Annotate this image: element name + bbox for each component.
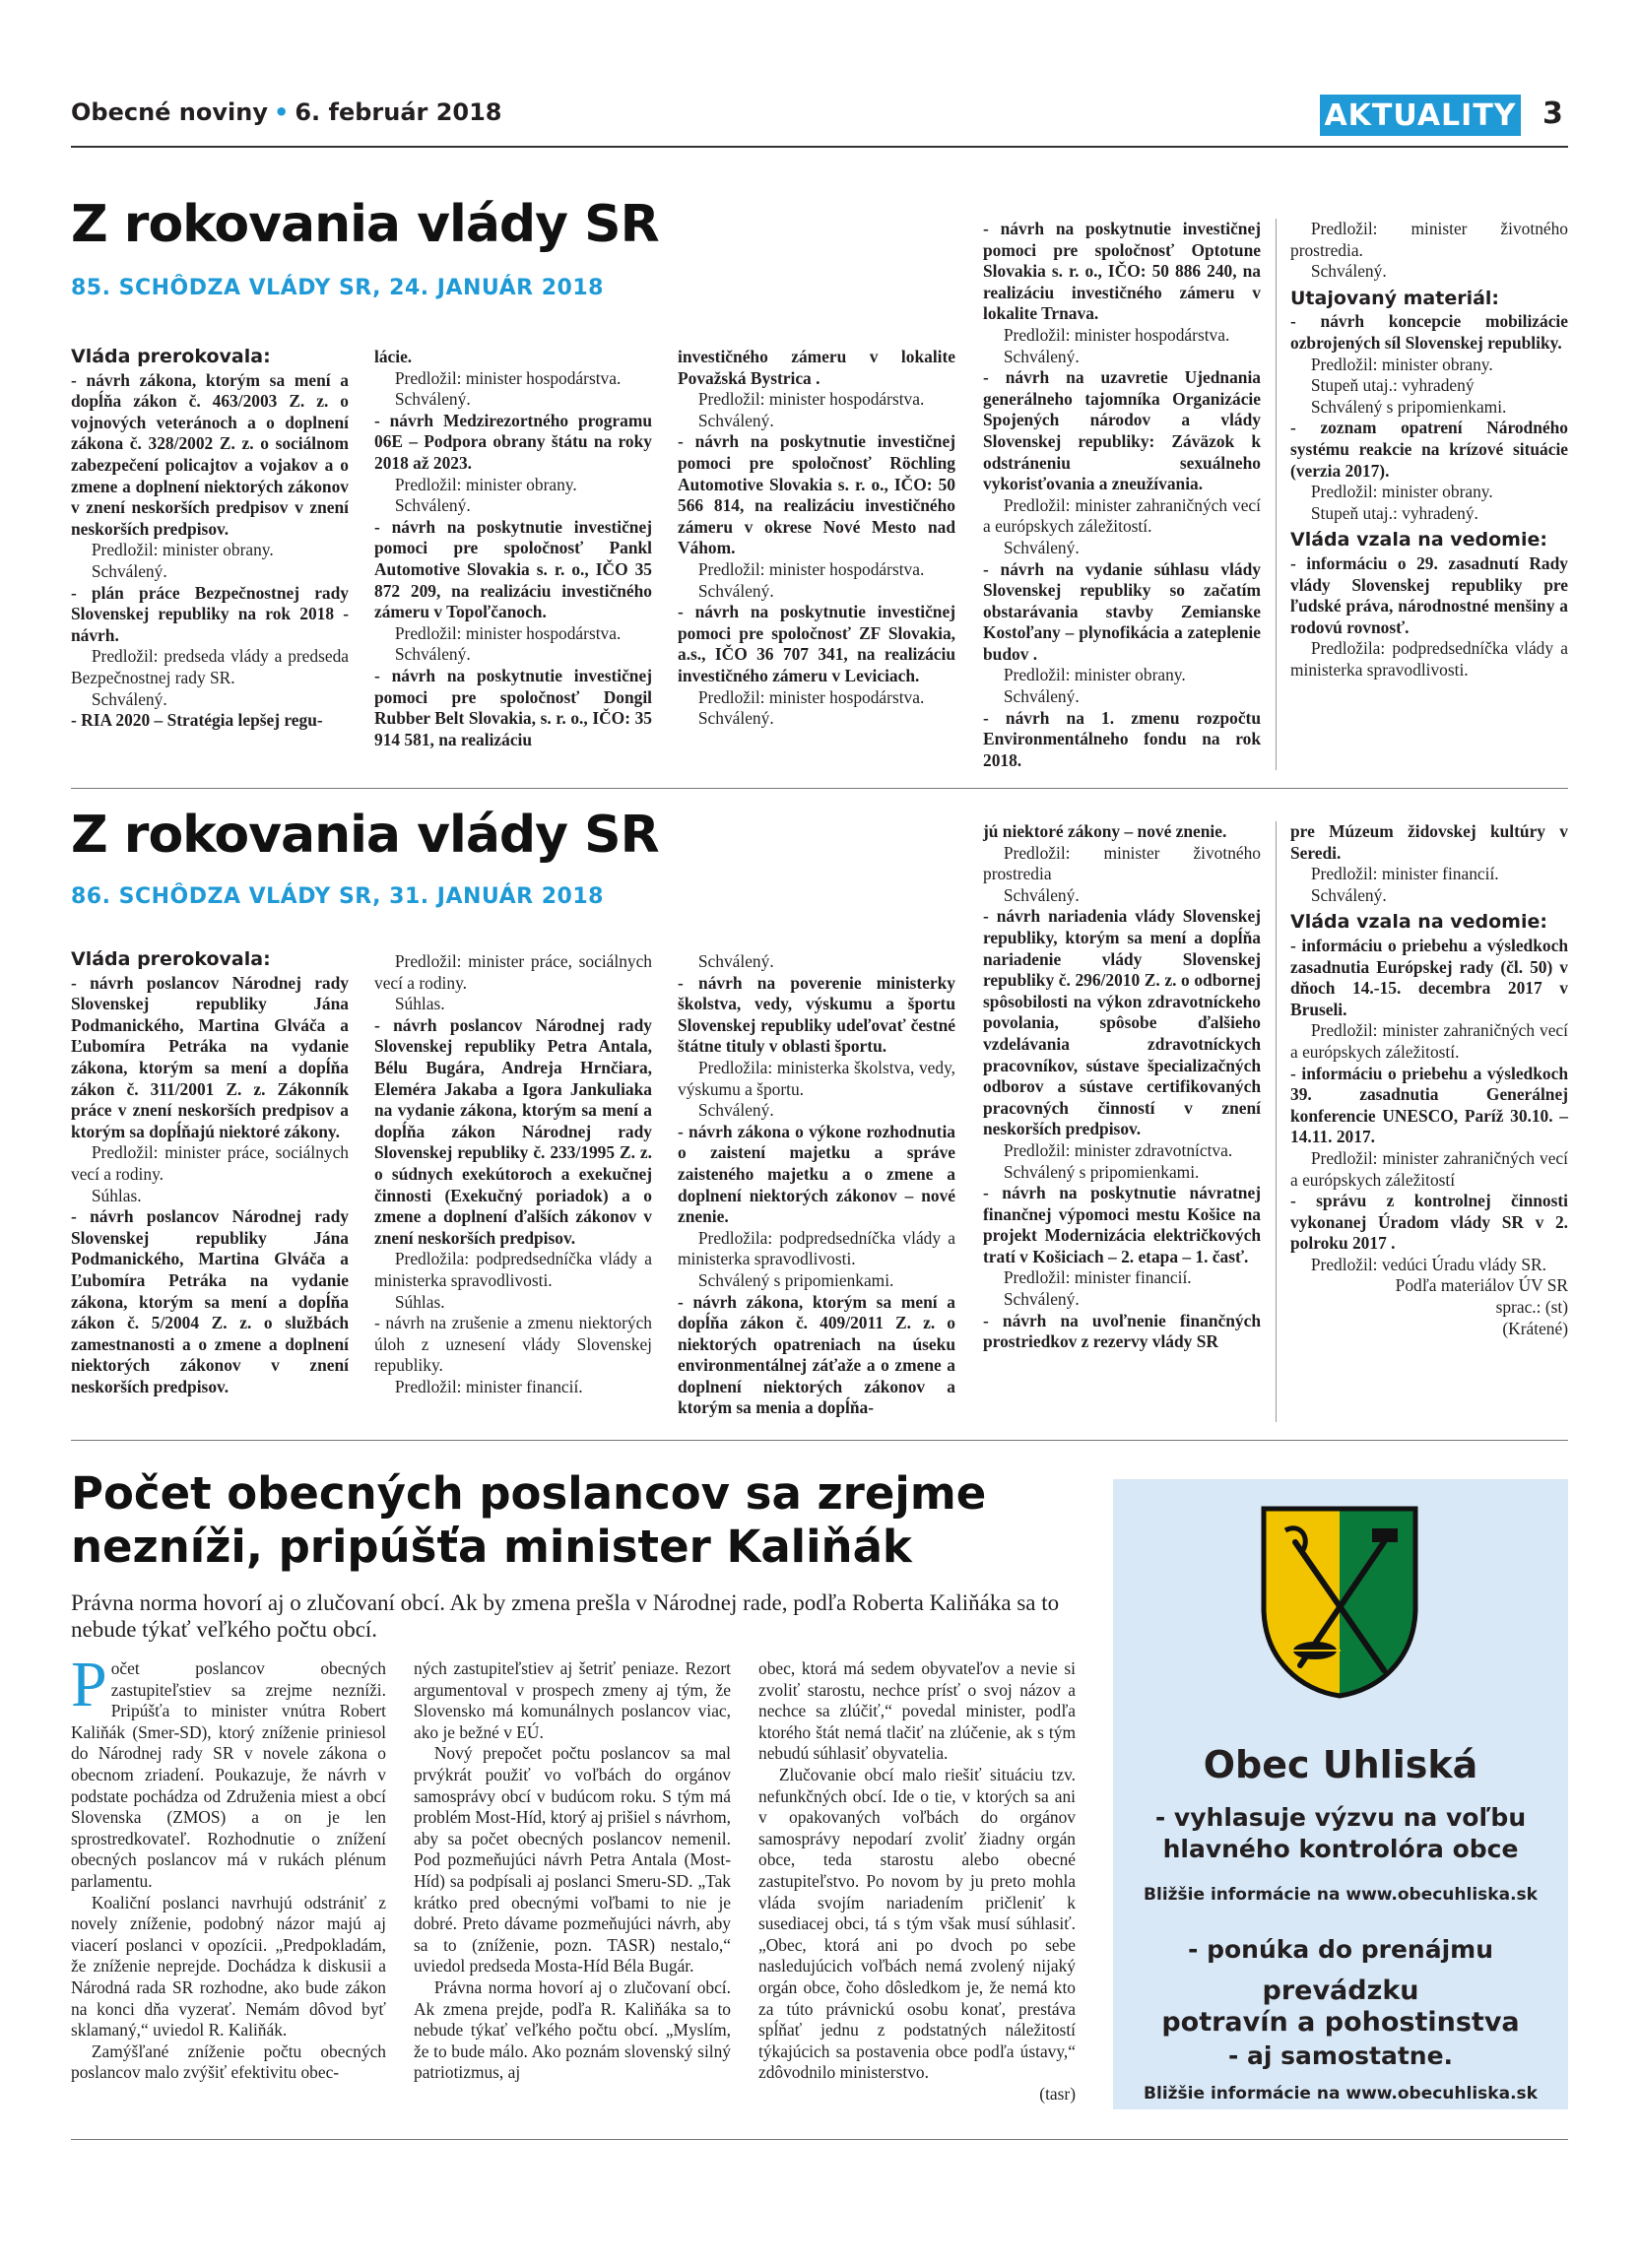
agenda-item: Predložila: ministerka školstva, vedy, výskumu a športu. [678, 1057, 955, 1099]
agenda-item: - návrh na poskytnutie investičnej pomoci pre spoločnosť Röchling Automotive Slovakia s. r. o., IČO: 50 566 814, na realizáciu investičného zámeru v okrese Nové Mesto nad Váhom. [678, 431, 955, 558]
agenda-item: Schválený s pripomienkami. [697, 1269, 894, 1290]
block2-bottom-rule [71, 1440, 1568, 1441]
ad-text-4: prevádzku [1262, 1976, 1419, 2006]
article-paragraph: Právna norma hovorí aj o zlučovaní obcí. Ak zmena prejde, podľa R. Kaliňáka sa to nebude týkať veľkého počtu obcí. „Myslím, že to bude málo. Ako poznám slovenský silný patriotizmus, aj [414, 1976, 731, 2083]
header-rule [71, 146, 1568, 148]
agenda-item: Predložil: minister životného prostredia. [1290, 219, 1568, 260]
block2-discussed-heading: Vláda prerokovala: [71, 948, 271, 970]
agenda-item: - zoznam opatrení Národného systému reakcie na krízové situácie (verzia 2017). [1290, 418, 1568, 481]
page-bottom-rule [71, 2139, 1568, 2140]
agenda-item: investičného zámeru v lokalite Považská Bystrica . [678, 347, 955, 388]
agenda-item: Predložil: minister hospodárstva. [697, 558, 925, 579]
page-number: 3 [1542, 97, 1563, 131]
agenda-item: - informáciu o priebehu a výsledkoch zasadnutia Európskej rady (čl. 50) v dňoch 14.-15. decembra 2017 v Bruseli. [1290, 935, 1568, 1019]
article-paragraph: (tasr) [1039, 2083, 1076, 2104]
credit-line: Podľa materiálov ÚV SR [1395, 1275, 1568, 1296]
bullet-separator: • [273, 98, 290, 126]
subheading: Utajovaný materiál: [1290, 287, 1500, 309]
credit-line: sprac.: (st) [1495, 1297, 1568, 1318]
block1-bottom-rule [71, 788, 1568, 789]
block1-session: 85. SCHÔDZA VLÁDY SR, 24. JANUÁR 2018 [71, 276, 604, 300]
block2-column-5 [1290, 821, 1568, 1339]
agenda-item: Schválený. [394, 644, 471, 665]
block1-column-4 [983, 219, 1261, 771]
block2-column-4 [983, 821, 1261, 1353]
article-headline-line-2: nezníži, pripúšťa minister Kaliňák [71, 1521, 912, 1573]
agenda-item: Predložil: minister hospodárstva. [394, 622, 622, 643]
agenda-item: Súhlas. [394, 994, 445, 1014]
agenda-item: Predložil: minister financií. [1310, 864, 1499, 884]
agenda-item: Predložil: minister obrany. [394, 474, 577, 494]
agenda-item: Schválený. [1003, 1289, 1080, 1310]
block2-column-3 [678, 951, 955, 1419]
ad-text-6: - aj samostatne. [1227, 2041, 1454, 2070]
block1-column-3 [678, 347, 955, 730]
agenda-item: Schválený. [697, 410, 774, 430]
agenda-item: - návrh nariadenia vlády Slovenskej republiky, ktorým sa mení a dopĺňa nariadenie vlády Slovenskej republiky č. 296/2010 Z. z. o odbornej spôsobilosti na výkon zdravotníckeho povolania, spôsobe ďalšieho vzdelávania zdravotníckych pracovníkov, sústave špecializačných odborov a sústave certifikovaných pracovných činností v znení neskorších predpisov. [983, 906, 1261, 1139]
agenda-item: - návrh na poskytnutie investičnej pomoci pre spoločnosť Dongil Rubber Belt Slovakia, s. r. o., IČO: 35 914 581, na realizáciu [374, 665, 652, 749]
agenda-item: - návrh poslancov Národnej rady Slovenskej republiky Jána Podmanického, Martina Glváča a Ľubomíra Petráka na vydanie zákona, ktorým sa mení a dopĺňa zákon č. 311/2001 Z. z. Zákonník práce v znení neskorších predpisov a ktorým sa dopĺňajú niektoré zákony. [71, 972, 349, 1141]
coat-of-arms [1256, 1503, 1423, 1705]
agenda-item: lácie. [374, 347, 413, 366]
article-column-1 [71, 1649, 386, 2084]
article-lead: Právna norma hovorí aj o zlučovaní obcí. Ak by zmena prešla v Národnej rade, podľa Roberta Kaliňáka sa to nebude týkať veľkého počtu obcí. [71, 1590, 1060, 1642]
agenda-item: - návrh poslancov Národnej rady Slovenskej republiky Petra Antala, Bélu Bugára, Andreja Hrnčiara, Eleméra Jakaba a Igora Jankuliaka na vydanie zákona, ktorým sa mení a dopĺňa zákon Národnej rady Slovenskej republiky č. 233/1995 Z. z. o súdnych exekútoroch a exekučnej činnosti (Exekučný poriadok) a o zmene a doplnení ďalších zákonov v znení neskorších predpisov. [374, 1014, 652, 1248]
agenda-item: Súhlas. [394, 1291, 445, 1312]
agenda-item: Predložil: minister obrany. [1003, 665, 1186, 685]
agenda-item: - správu z kontrolnej činnosti vykonanej Úradom vlády SR v 2. polroku 2017 . [1290, 1191, 1568, 1254]
agenda-item: Predložil: vedúci Úradu vlády SR. [1310, 1254, 1546, 1274]
agenda-item: - informáciu o 29. zasadnutí Rady vlády Slovenskej republiky pre ľudské práva, národnostné menšiny a rodovú rovnosť. [1290, 552, 1568, 637]
agenda-item: Schválený. [394, 495, 471, 516]
agenda-item: pre Múzeum židovskej kultúry v Seredi. [1290, 821, 1568, 863]
agenda-item: Stupeň utaj.: vyhradený. [1310, 502, 1478, 523]
agenda-item: Schválený. [1003, 686, 1080, 707]
section-label: AKTUALITY [1320, 95, 1521, 136]
agenda-item: Predložil: minister zahraničných vecí a európskych záležitostí. [1290, 1020, 1568, 1062]
agenda-item: Schválený. [1310, 884, 1387, 905]
agenda-item: - návrh na poskytnutie investičnej pomoci pre spoločnosť Pankl Automotive Slovakia s. r. o., IČO 35 872 209, na realizáciu investičného zámeru v Topoľčanoch. [374, 516, 652, 622]
agenda-item: Schválený. [1310, 261, 1387, 282]
agenda-item: jú niektoré zákony – nové znenie. [983, 821, 1227, 841]
agenda-item: Schválený s pripomienkami. [1003, 1161, 1200, 1182]
agenda-item: - informáciu o priebehu a výsledkoch 39. zasadnutia Generálnej konferencie UNESCO, Paríž 30.10. – 14.11. 2017. [1290, 1063, 1568, 1147]
agenda-item: Stupeň utaj.: vyhradený [1310, 375, 1475, 396]
subheading: Vláda vzala na vedomie: [1290, 529, 1547, 551]
agenda-item: Schválený. [91, 560, 167, 581]
article-column-2 [414, 1658, 731, 2084]
agenda-item: Schválený. [91, 688, 167, 709]
agenda-item: Schválený. [1003, 884, 1080, 905]
agenda-item: Predložila: podpredsedníčka vlády a ministerka spravodlivosti. [1290, 638, 1568, 680]
agenda-item: - návrh na zrušenie a zmenu niektorých úloh z uznesení vlády Slovenskej republiky. [374, 1313, 652, 1376]
block2-title: Z rokovania vlády SR [71, 806, 659, 865]
masthead-line [71, 98, 502, 126]
agenda-item: - návrh Medzirezortného programu 06E – Podpora obrany štátu na roky 2018 až 2023. [374, 410, 652, 473]
credit-line: (Krátené) [1502, 1318, 1568, 1338]
agenda-item: Predložil: minister hospodárstva. [697, 389, 925, 410]
agenda-item: - návrh na poskytnutie investičnej pomoci pre spoločnosť ZF Slovakia, a.s., IČO 36 707 341, na realizáciu investičného zámeru v Leviciach. [678, 602, 955, 685]
agenda-item: Schválený. [697, 1100, 774, 1121]
agenda-item: - návrh na uvoľnenie finančných prostriedkov z rezervy vlády SR [983, 1310, 1261, 1352]
block2-column-divider [1276, 821, 1277, 1422]
agenda-item: Predložil: minister zahraničných vecí a európskych záležitostí [1290, 1147, 1568, 1190]
block1-column-divider [1276, 219, 1277, 770]
agenda-item: Predložila: podpredsedníčka vlády a ministerka spravodlivosti. [374, 1249, 652, 1290]
agenda-item: Predložil: minister obrany. [1310, 482, 1493, 502]
agenda-item: - návrh poslancov Národnej rady Slovenskej republiky Jána Podmanického, Martina Glváča a Ľubomíra Petráka na vydanie zákona, ktorým sa mení a dopĺňa zákon č. 5/2004 Z. z. o službách zamestnanosti a o zmene a doplnení niektorých zákonov v znení neskorších predpisov. [71, 1206, 349, 1396]
agenda-item: Predložil: minister hospodárstva. [697, 686, 925, 707]
ad-info-link-2[interactable]: Bližšie informácie na www.obecuhliska.sk [1144, 2084, 1538, 2104]
ad-title: Obec Uhliská [1203, 1743, 1478, 1786]
agenda-item: - návrh na poskytnutie návratnej finančnej výpomoci mestu Košice na projekt Modernizácia električkových tratí v Košiciach – 2. etapa – 1. časť. [983, 1183, 1261, 1266]
issue-date: 6. február 2018 [295, 98, 502, 126]
ad-text-3: - ponúka do prenájmu [1188, 1935, 1493, 1964]
article-paragraph: Koaliční poslanci navrhujú odstrániť z novely zníženie, podobný názor majú aj viacerí poslanci v opozícii. „Predpokladám, že zníženie neprejde. Dochádza k diskusii a Národná rada SR rozhodne, ako bude zákon na konci dňa vyzerať. Nemám dôvod byť sklamaný,“ uviedol R. Kaliňák. [71, 1892, 386, 2041]
block1-column-1 [71, 341, 349, 732]
agenda-item: Schválený. [1003, 537, 1080, 557]
agenda-item: - návrh zákona, ktorým sa mení a dopĺňa zákon č. 409/2011 Z. z. o niektorých opatreniach na úseku environmentálnej záťaže a o zmene a doplnení niektorých zákonov a ktorým sa menia a dopĺňa- [678, 1291, 955, 1418]
agenda-item: Schválený. [1003, 346, 1080, 366]
agenda-item: Predložila: podpredsedníčka vlády a ministerka spravodlivosti. [678, 1227, 955, 1269]
agenda-item: - návrh zákona, ktorým sa mení a dopĺňa zákon č. 463/2003 Z. z. o vojnových veteránoch a o doplnení zákona č. 328/2002 Z. z. o sociálnom zabezpečení policajtov a vojakov a o zmene a doplnení niektorých zákonov v znení neskorších predpisov v znení neskorších predpisov. [71, 369, 349, 539]
agenda-item: Schválený. [697, 708, 774, 729]
article-paragraph: očet poslancov obecných zastupiteľstiev sa zrejme nezníži. Pripúšťa to minister vnútra Robert Kaliňák (Smer-SD), ktorý zníženie priniesol do Národnej rady SR v novele zákona o obecnom zriadení. Poukazuje, že návrh v podstate pochádza od Združenia miest a obcí Slovenska (ZMOS) a on je len sprostredkovateľ. Rozhodnutie o znížení obecných poslancov má v rukách plénum parlamentu. [71, 1658, 386, 1891]
agenda-item: Predložil: minister zahraničných vecí a európskych záležitostí. [983, 494, 1261, 537]
agenda-item: - návrh zákona o výkone rozhodnutia o zaistení majetku a správe zaisteného majetku a o zmene a doplnení niektorých zákonov – nové znenie. [678, 1121, 955, 1227]
article-headline [71, 1467, 1095, 1574]
agenda-item: Predložil: minister obrany. [1310, 354, 1493, 374]
block2-column-1 [71, 943, 349, 1397]
agenda-item: - návrh na uzavretie Ujednania generálneho tajomníka Organizácie Spojených národov a vlády Slovenskej republiky: Záväzok k odstráneniu sexuálneho vykorisťovania a zneužívania. [983, 367, 1261, 494]
article-column-3 [758, 1658, 1076, 2105]
publication-name: Obecné noviny [71, 98, 268, 126]
agenda-item: Predložil: minister zdravotníctva. [1003, 1139, 1233, 1160]
agenda-item: - návrh koncepcie mobilizácie ozbrojených síl Slovenskej republiky. [1290, 311, 1568, 353]
agenda-item: Predložil: minister hospodárstva. [1003, 324, 1230, 345]
block2-column-2 [374, 951, 652, 1397]
agenda-item: Predložil: minister práce, sociálnych vecí a rodiny. [374, 951, 652, 993]
ad-text-1: - vyhlasuje výzvu na voľbu [1154, 1803, 1527, 1832]
article-paragraph: Zamýšľané zníženie počtu obecných poslancov malo zvýšiť efektivitu obec- [71, 2041, 386, 2083]
article-headline-line-1: Počet obecných poslancov sa zrejme [71, 1467, 987, 1520]
agenda-item: Predložil: minister financií. [394, 1376, 583, 1396]
article-paragraph: ných zastupiteľstiev aj šetriť peniaze. Rezort argumentoval v prospech zmeny aj tým, že Slovensko má komunálnych poslancov viac, ako je bežné v EÚ. [414, 1658, 731, 1742]
article-paragraph: Nový prepočet počtu poslancov sa mal prvýkrát použiť vo voľbách do orgánov samosprávy obcí v budúcom roku. S tým má problém Most-Híd, ktorý aj prišiel s návrhom, aby sa počet obecných poslancov nemenil. Pod pozmeňujúci návrh Petra Antala (Most-Híd) sa podpísali aj poslanci Smeru-SD. „Tak krátko pred obecnými voľbami to nie je dobré. Preto dávame pozmeňujúci návrh, aby sa to (zníženie, pozn. TASR) nestalo,“ uviedol predseda Mosta-Híd Béla Bugár. [414, 1743, 731, 1976]
agenda-item: Schválený. [394, 389, 471, 410]
agenda-item: - návrh na 1. zmenu rozpočtu Environmentálneho fondu na rok 2018. [983, 707, 1261, 770]
drop-cap: P [71, 1649, 107, 1720]
subheading: Vláda vzala na vedomie: [1290, 911, 1547, 934]
agenda-item: - plán práce Bezpečnostnej rady Slovenskej republiky na rok 2018 - návrh. [71, 582, 349, 645]
advertisement-box [1113, 1479, 1568, 2109]
agenda-item: - návrh na vydanie súhlasu vlády Slovenskej republiky so začatím obstarávania stavby Zemianske Kostoľany – plynofikácia a zateplenie budov . [983, 558, 1261, 664]
agenda-item: - RIA 2020 – Stratégia lepšej regu- [71, 710, 323, 731]
block1-discussed-heading: Vláda prerokovala: [71, 346, 271, 367]
agenda-item: - návrh na poverenie ministerky školstva, vedy, výskumu a športu Slovenskej republiky udeľovať čestné štátne tituly v oblasti športu. [678, 972, 955, 1057]
agenda-item: Schválený. [697, 580, 774, 601]
agenda-item: Predložil: minister práce, sociálnych vecí a rodiny. [71, 1142, 349, 1184]
article-paragraph: Zlučovanie obcí malo riešiť situáciu tzv. nefunkčných obcí. Ide o tie, v ktorých sa ani v opakovaných voľbách do orgánov samosprávy nepodarí zvoliť žiadny orgán obce, teda starostu alebo obecné zastupiteľstvo. Po novom by ju preto mohla vláda svojím nariadením pričleniť k susediacej obci, tá s tým však musí súhlasiť. „Obec, ktorá ani po dvoch po sebe nasledujúcich voľbách nemá zvolený nijaký orgán obce, čoho dôsledkom je, že nemá kto za túto právnickú osobu konať, prestáva spĺňať jednu z podstatných náležitostí týkajúcich sa postavenia obce podľa ústavy,“ zdôvodnilo ministerstvo. [758, 1764, 1076, 2083]
ad-text-5: potravín a pohostinstva [1161, 2007, 1520, 2038]
agenda-item: Predložil: predseda vlády a predseda Bezpečnostnej rady SR. [71, 646, 349, 687]
agenda-item: - návrh na poskytnutie investičnej pomoci pre spoločnosť Optotune Slovakia s. r. o., IČO: 50 886 240, na realizáciu investičného zámeru v lokalite Trnava. [983, 219, 1261, 324]
article-paragraph: obec, ktorá má sedem obyvateľov a nevie si zvoliť starostu, nechce prísť o svoj názov a nechce sa zlúčiť,“ povedal minister, podľa ktorého štát nemá tlačiť na zlúčenie, ak s tým nebudú súhlasiť obyvatelia. [758, 1658, 1076, 1764]
ad-text-2: hlavného kontrolóra obce [1162, 1835, 1519, 1863]
agenda-item: Predložil: minister hospodárstva. [394, 367, 622, 388]
agenda-item: Schválený. [697, 951, 774, 971]
block1-column-5 [1290, 219, 1568, 680]
block1-title: Z rokovania vlády SR [71, 195, 659, 254]
agenda-item: Predložil: minister životného prostredia [983, 842, 1261, 884]
agenda-item: Schválený s pripomienkami. [1310, 396, 1507, 417]
agenda-item: Súhlas. [91, 1185, 142, 1205]
agenda-item: Predložil: minister obrany. [91, 540, 274, 560]
ad-info-link-1[interactable]: Bližšie informácie na www.obecuhliska.sk [1144, 1885, 1538, 1905]
block1-column-2 [374, 347, 652, 750]
agenda-item: Predložil: minister financií. [1003, 1267, 1192, 1288]
block2-session: 86. SCHÔDZA VLÁDY SR, 31. JANUÁR 2018 [71, 884, 604, 909]
